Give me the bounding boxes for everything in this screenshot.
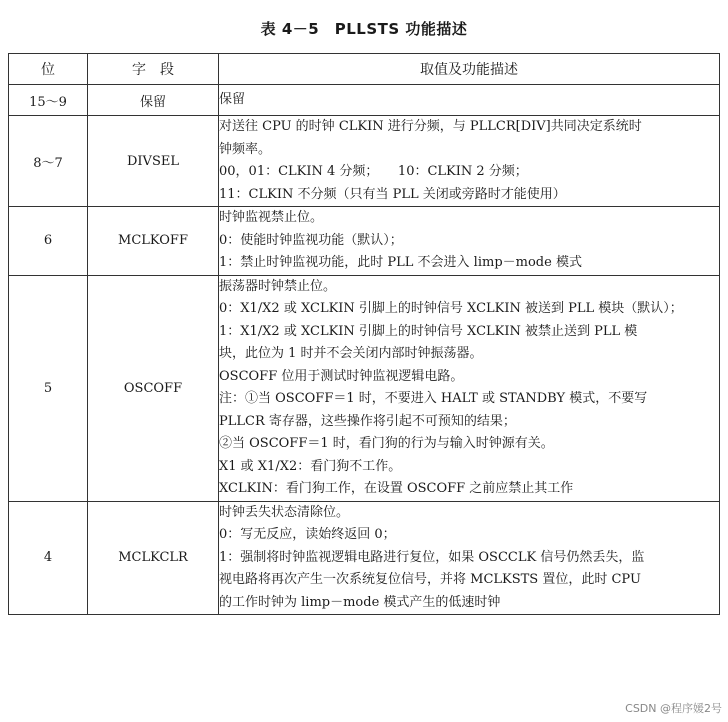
table-row bbox=[9, 85, 720, 116]
desc-line: 钟频率。 bbox=[219, 141, 272, 157]
desc-line: ②当 OSCOFF＝1 时，看门狗的行为与输入时钟源有关。 bbox=[219, 436, 554, 451]
watermark: CSDN @程序媛2号 bbox=[625, 702, 722, 715]
table-header-row bbox=[9, 54, 720, 85]
field-cell: MCLKOFF bbox=[88, 207, 219, 276]
header-field: 字 段 bbox=[88, 54, 219, 85]
table-row bbox=[9, 207, 720, 276]
desc-line: 00，01：CLKIN 4 分频； 10：CLKIN 2 分频； bbox=[219, 164, 528, 179]
desc-line: 时钟监视禁止位。 bbox=[219, 210, 324, 225]
desc-line: 视电路将再次产生一次系统复位信号，并将 MCLKSTS 置位，此时 CPU bbox=[219, 572, 641, 587]
desc-line: OSCOFF 位用于测试时钟监视逻辑电路。 bbox=[219, 368, 464, 384]
desc-line: 保留 bbox=[219, 91, 246, 107]
field-cell: OSCOFF bbox=[88, 275, 219, 501]
desc-line: 注：①当 OSCOFF＝1 时，不要进入 HALT 或 STANDBY 模式，不要写 bbox=[219, 391, 648, 406]
desc-line: 0：X1/X2 或 XCLKIN 引脚上的时钟信号 XCLKIN 被送到 PLL 模块（默认）； bbox=[219, 301, 683, 316]
desc-cell bbox=[219, 85, 720, 116]
field-cell: 保留 bbox=[88, 85, 219, 116]
bit-cell: 8～7 bbox=[9, 116, 88, 207]
desc-line: 振荡器时钟禁止位。 bbox=[219, 278, 337, 294]
desc-line: 0：写无反应，读始终返回 0； bbox=[219, 527, 396, 542]
desc-cell bbox=[219, 116, 720, 207]
desc-line: 11：CLKIN 不分频（只有当 PLL 关闭或旁路时才能使用） bbox=[219, 186, 566, 202]
desc-cell bbox=[219, 275, 720, 501]
table-caption: 表 4－5 PLLSTS 功能描述 bbox=[260, 20, 468, 38]
desc-line: 时钟丢失状态清除位。 bbox=[219, 504, 350, 520]
desc-line: 对送往 CPU 的时钟 CLKIN 进行分频，与 PLLCR[DIV]共同决定系统时 bbox=[219, 119, 642, 134]
field-cell: MCLKCLR bbox=[88, 501, 219, 615]
desc-line: PLLCR 寄存器，这些操作将引起不可预知的结果； bbox=[219, 413, 516, 429]
table-row bbox=[9, 116, 720, 207]
desc-line: X1 或 X1/X2：看门狗不工作。 bbox=[219, 458, 402, 474]
desc-line: 0：使能时钟监视功能（默认）； bbox=[219, 232, 403, 248]
table-row bbox=[9, 275, 720, 501]
bit-cell: 15～9 bbox=[9, 85, 88, 116]
bit-cell: 4 bbox=[9, 501, 88, 615]
desc-line: 块，此位为 1 时并不会关闭内部时钟振荡器。 bbox=[219, 346, 483, 361]
header-bit: 位 bbox=[9, 54, 88, 85]
bit-cell: 5 bbox=[9, 275, 88, 501]
register-table bbox=[8, 53, 720, 615]
desc-cell bbox=[219, 207, 720, 276]
desc-cell bbox=[219, 501, 720, 615]
desc-line: 的工作时钟为 limp－mode 模式产生的低速时钟 bbox=[219, 594, 501, 610]
desc-line: 1：强制将时钟监视逻辑电路进行复位，如果 OSCCLK 信号仍然丢失，监 bbox=[219, 549, 645, 565]
desc-line: 1：X1/X2 或 XCLKIN 引脚上的时钟信号 XCLKIN 被禁止送到 PLL 模 bbox=[219, 323, 638, 339]
desc-line: 1：禁止时钟监视功能，此时 PLL 不会进入 limp－mode 模式 bbox=[219, 255, 582, 270]
bit-cell: 6 bbox=[9, 207, 88, 276]
table-row bbox=[9, 501, 720, 615]
desc-line: XCLKIN：看门狗工作，在设置 OSCOFF 之前应禁止其工作 bbox=[219, 481, 574, 496]
field-cell: DIVSEL bbox=[88, 116, 219, 207]
header-desc: 取值及功能描述 bbox=[219, 54, 720, 85]
